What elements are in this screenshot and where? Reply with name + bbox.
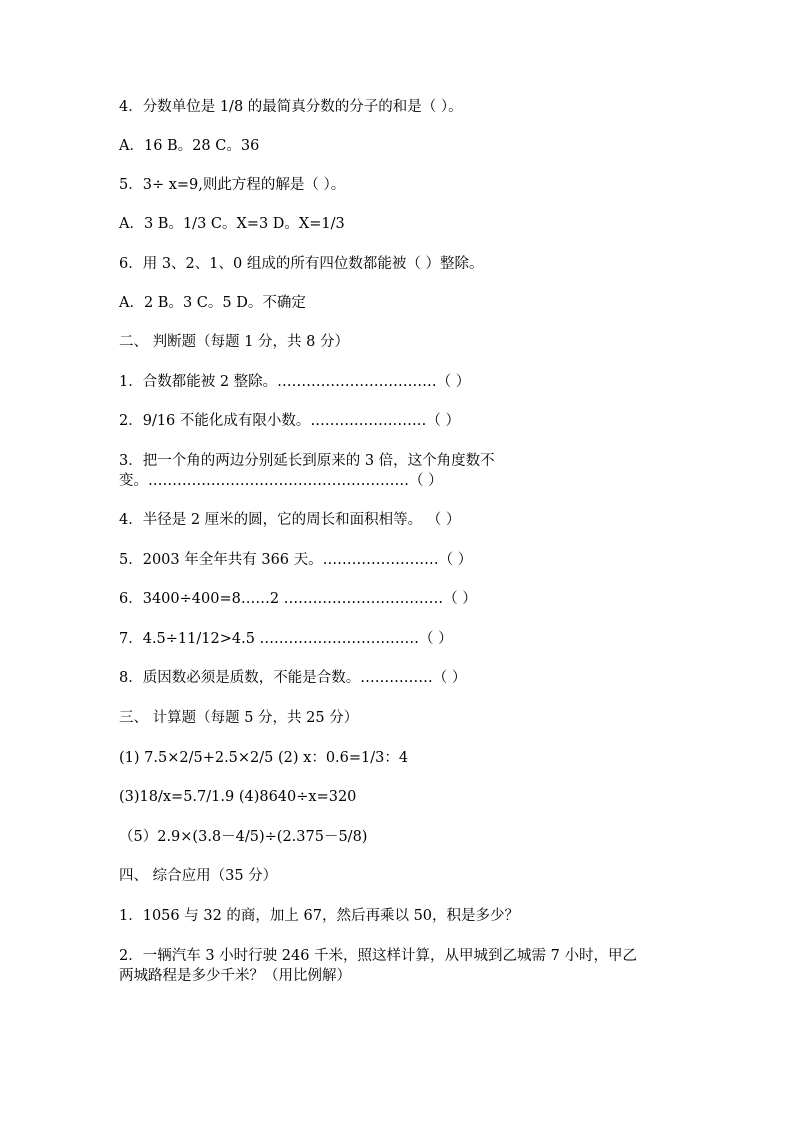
judgment-item-1: 1．合数都能被 2 整除。……………………………（ ） xyxy=(119,374,471,390)
application-question-2-line-1: 2．一辆汽车 3 小时行驶 246 千米，照这样计算，从甲城到乙城需 7 小时，甲乙 xyxy=(119,948,638,964)
question-6-options: A．2 B。3 C。5 D。不确定 xyxy=(119,295,306,311)
judgment-item-7: 7．4.5÷11/12>4.5 ……………………………（ ） xyxy=(119,631,453,647)
section-heading-calculation: 三、 计算题（每题 5 分，共 25 分） xyxy=(119,710,359,726)
section-heading-judgment: 二、 判断题（每题 1 分，共 8 分） xyxy=(119,334,349,350)
question-4-options: A．16 B。28 C。36 xyxy=(119,138,260,154)
judgment-item-8: 8．质因数必须是质数，不能是合数。……………（ ） xyxy=(119,670,467,686)
question-4-choice: 4．分数单位是 1/8 的最简真分数的分子的和是（ ）。 xyxy=(119,99,463,115)
calculation-items-3-4: (3)18/x=5.7/1.9 (4)8640÷x=320 xyxy=(119,789,357,805)
judgment-item-3-line-2: 变。………………………………………………（ ） xyxy=(119,473,443,489)
judgment-item-2: 2．9/16 不能化成有限小数。……………………（ ） xyxy=(119,413,461,429)
question-5-options: A．3 B。1/3 C。X=3 D。X=1/3 xyxy=(119,216,345,232)
question-5-choice: 5．3÷ x=9,则此方程的解是（ ）。 xyxy=(119,177,346,193)
calculation-items-1-2: (1) 7.5×2/5+2.5×2/5 (2) x：0.6=1/3：4 xyxy=(119,750,409,766)
calculation-item-5: （5）2.9×(3.8－4/5)÷(2.375－5/8) xyxy=(119,829,368,845)
application-question-1: 1．1056 与 32 的商，加上 67，然后再乘以 50，积是多少？ xyxy=(119,908,520,924)
judgment-item-4: 4．半径是 2 厘米的圆，它的周长和面积相等。 （ ） xyxy=(119,512,461,528)
section-heading-application: 四、 综合应用（35 分） xyxy=(119,868,278,884)
judgment-item-5: 5．2003 年全年共有 366 天。……………………（ ） xyxy=(119,552,473,568)
question-6-choice: 6．用 3、2、1、0 组成的所有四位数都能被（ ）整除。 xyxy=(119,256,484,272)
application-question-2-line-2: 两城路程是多少千米？（用比例解） xyxy=(119,968,351,984)
judgment-item-3-line-1: 3．把一个角的两边分别延长到原来的 3 倍，这个角度数不 xyxy=(119,453,495,469)
judgment-item-6: 6．3400÷400=8……2 ……………………………（ ） xyxy=(119,591,477,607)
